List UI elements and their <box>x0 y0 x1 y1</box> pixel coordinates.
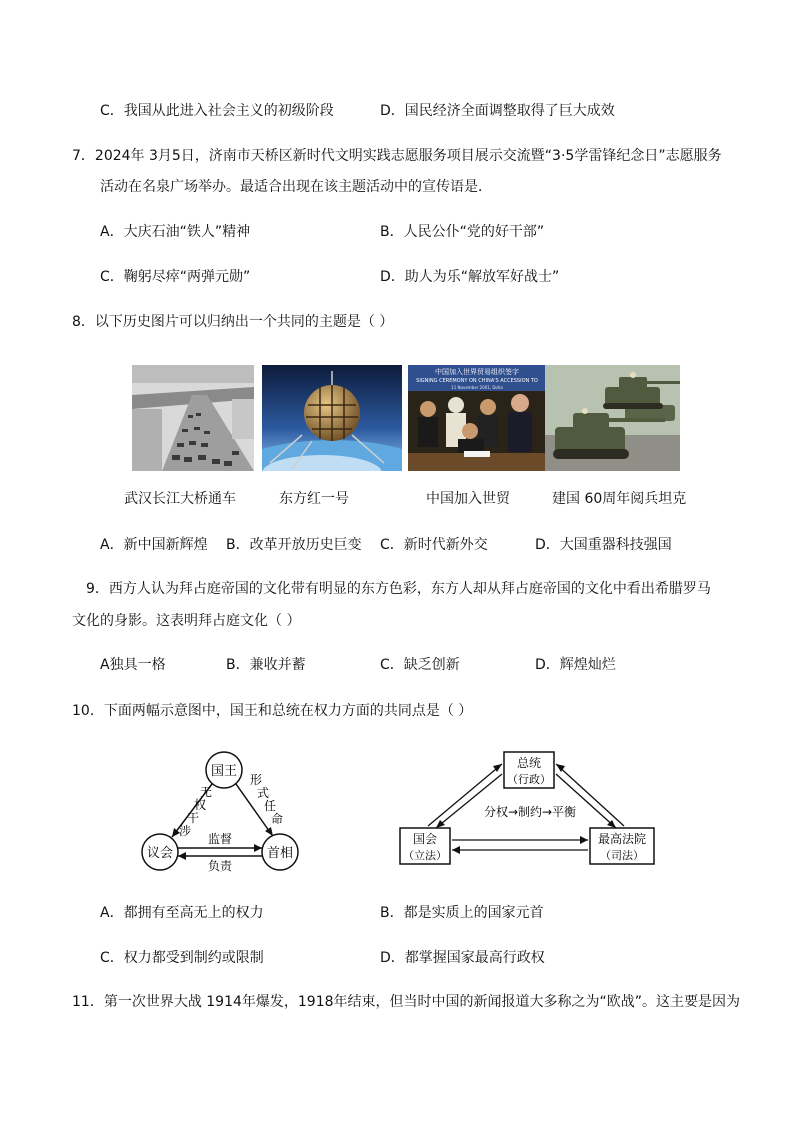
caption-tanks: 建国 60周年阅兵坦克 <box>552 491 687 507</box>
q10-stem: 10．下面两幅示意图中，国王和总统在权力方面的共同点是（ ） <box>72 703 473 719</box>
node-king: 国王 <box>210 764 238 779</box>
label-no-interference-4: 涉 <box>179 824 192 838</box>
q7-option-a: A．大庆石油“铁人”精神 <box>100 224 251 240</box>
q9-option-d: D．辉煌灿烂 <box>535 657 616 673</box>
q9-stem-line2: 文化的身影。这表明拜占庭文化（ ） <box>72 613 301 629</box>
q7-option-c: C．鞠躬尽瘁“两弹元勋” <box>100 269 251 285</box>
label-formal-appoint-3: 任 <box>264 799 277 813</box>
q8-option-a: A．新中国新辉煌 <box>100 537 208 553</box>
node-congress-sub: （立法） <box>403 849 447 862</box>
label-formal-appoint-1: 形 <box>250 773 263 787</box>
label-checks-balances: 分权→制约→平衡 <box>483 805 577 819</box>
q6-option-c: C．我国从此进入社会主义的初级阶段 <box>100 103 334 119</box>
label-no-interference-3: 干 <box>187 811 200 825</box>
caption-bridge: 武汉长江大桥通车 <box>124 491 236 507</box>
wto-banner-date: 11 November 2001, Doha <box>451 385 503 390</box>
q9-stem-line1: 9．西方人认为拜占庭帝国的文化带有明显的东方色彩，东方人却从拜占庭帝国的文化中看出希腊罗马 <box>86 581 711 597</box>
label-no-interference-1: 无 <box>200 785 213 799</box>
q11-stem-line1: 11．第一次世界大战 1914年爆发，1918年结束，但当时中国的新闻报道大多称之为“欧战”。这主要是因为 <box>72 994 741 1010</box>
separation-of-powers-diagram <box>398 750 658 868</box>
node-pm: 首相 <box>266 846 294 861</box>
label-supervise: 监督 <box>207 832 233 846</box>
wto-signing-photo <box>408 365 546 471</box>
q7-option-b: B．人民公仆“党的好干部” <box>380 224 545 240</box>
bridge-photo <box>132 365 254 471</box>
node-court: 最高法院 <box>597 832 647 846</box>
node-president: 总统 <box>516 756 542 770</box>
q8-option-c: C．新时代新外交 <box>380 537 488 553</box>
q7-stem-line1: 7．2024年 3月5日，济南市天桥区新时代文明实践志愿服务项目展示交流暨“3·5学雷锋纪念日”志愿服务 <box>72 148 722 164</box>
label-formal-appoint-2: 式 <box>257 786 270 800</box>
tank-parade-photo <box>545 365 680 471</box>
q8-stem: 8．以下历史图片可以归纳出一个共同的主题是（ ） <box>72 314 394 330</box>
satellite-photo <box>262 365 402 471</box>
label-no-interference-2: 权 <box>194 798 207 812</box>
node-parliament: 议会 <box>146 846 174 861</box>
wto-banner-text: 中国加入世界贸易组织签字 <box>435 368 519 376</box>
node-congress: 国会 <box>412 832 438 846</box>
q8-option-d: D．大国重器科技强国 <box>535 537 672 553</box>
q10-option-b: B．都是实质上的国家元首 <box>380 905 544 921</box>
wto-banner-subtext: SIGNING CEREMONY ON CHINA'S ACCESSION TO <box>416 378 538 384</box>
caption-wto: 中国加入世贸 <box>426 491 510 507</box>
q10-option-c: C．权力都受到制约或限制 <box>100 950 264 966</box>
caption-satellite: 东方红一号 <box>279 491 349 507</box>
q6-option-d: D．国民经济全面调整取得了巨大成效 <box>380 103 615 119</box>
q7-option-d: D．助人为乐“解放军好战士” <box>380 269 560 285</box>
q10-option-d: D．都掌握国家最高行政权 <box>380 950 545 966</box>
q9-option-b: B．兼收并蓄 <box>226 657 306 673</box>
node-court-sub: （司法） <box>600 849 644 862</box>
q9-option-c: C．缺乏创新 <box>380 657 460 673</box>
q10-option-a: A．都拥有至高无上的权力 <box>100 905 264 921</box>
q7-stem-line2: 活动在名泉广场举办。最适合出现在该主题活动中的宣传语是． <box>100 179 492 195</box>
q9-option-a: A独具一格 <box>100 657 166 673</box>
label-formal-appoint-4: 命 <box>271 812 284 826</box>
monarchy-diagram <box>130 748 310 876</box>
node-president-sub: （行政） <box>507 773 551 786</box>
label-responsible: 负责 <box>207 859 233 873</box>
q8-option-b: B．改革开放历史巨变 <box>226 537 362 553</box>
